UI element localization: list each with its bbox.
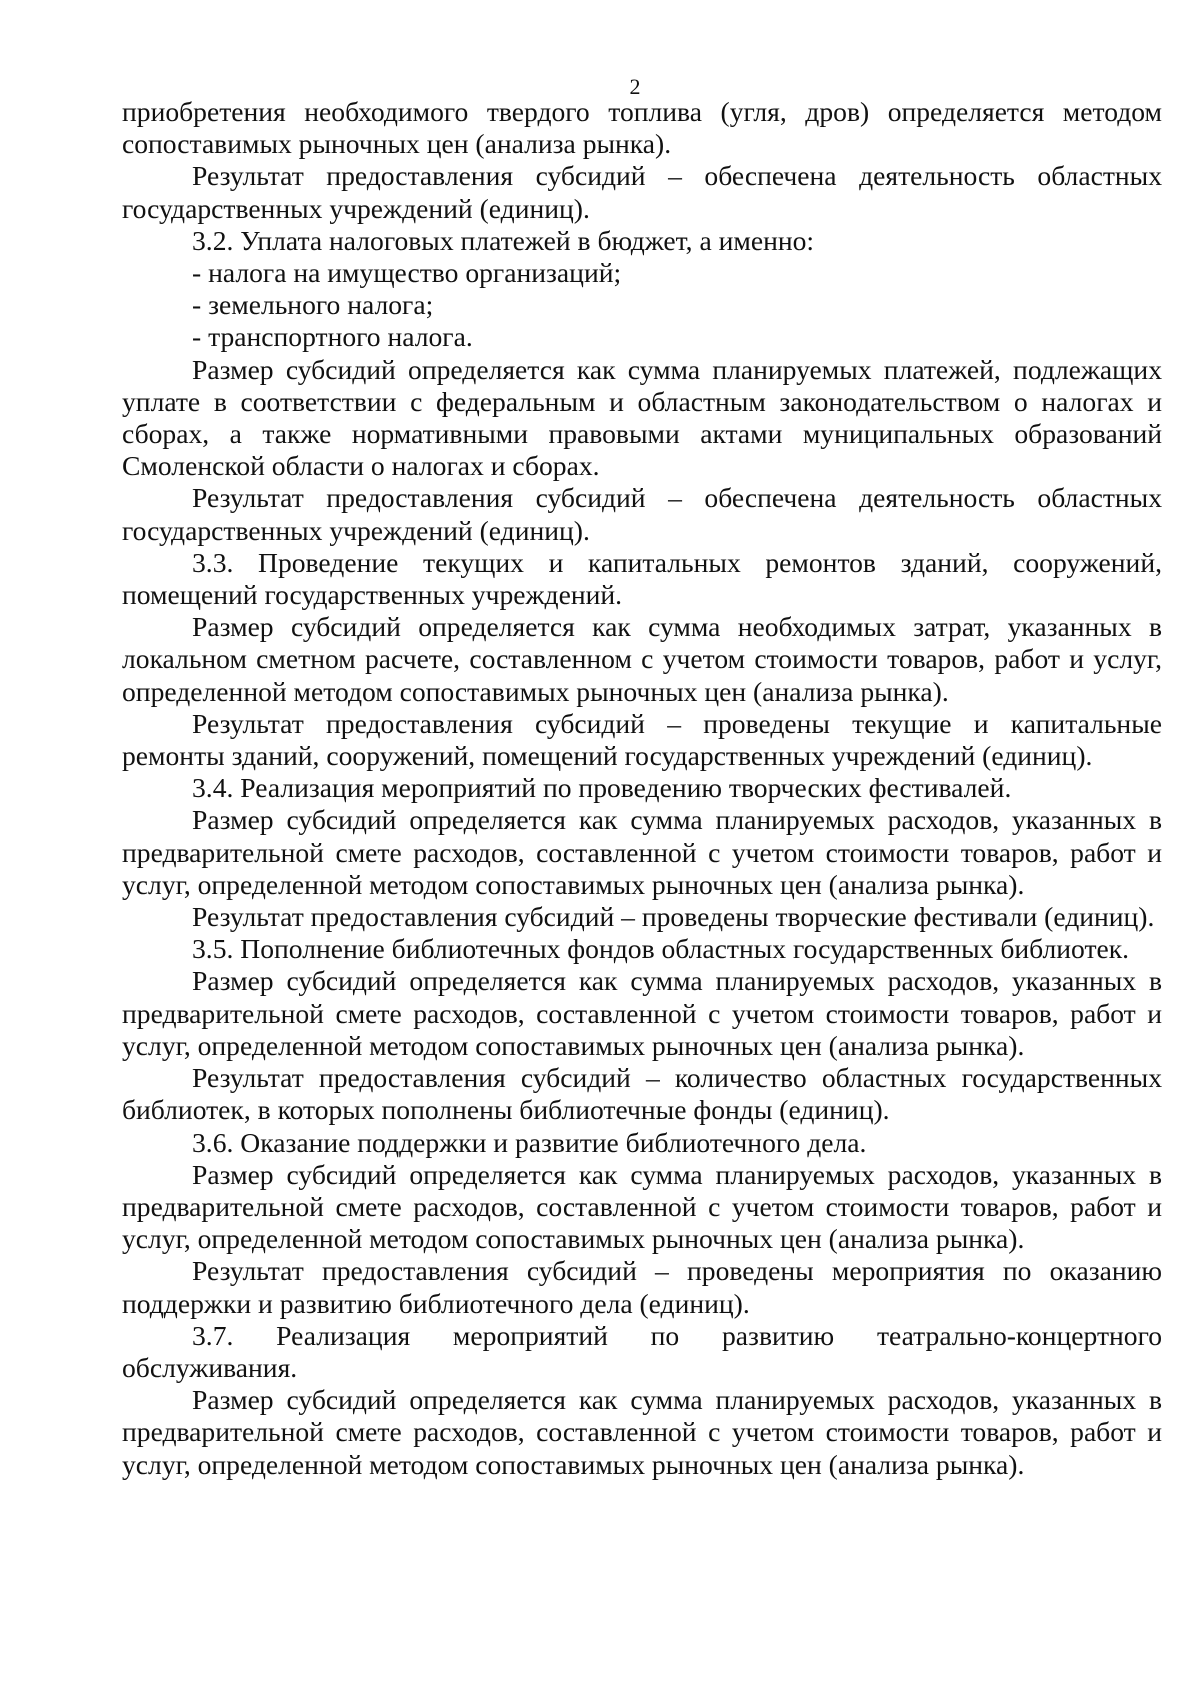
paragraph-3-7-theatre-concert: 3.7. Реализация мероприятий по развитию театрально-концертного обслуживания. [122,1319,1162,1383]
paragraph-tax-subsidy-size: Размер субсидий определяется как сумма планируемых платежей, подлежащих уплате в соответствии с федеральным и областным законодательством о налогах и сборах, а также нормативными правовыми актами муниципальных образований Смоленской области о налогах и сборах. [122,353,1162,482]
paragraph-theatre-concert-subsidy-size: Размер субсидий определяется как сумма планируемых расходов, указанных в предварительной смете расходов, составленной с учетом стоимости товаров, работ и услуг, определенной методом сопоставимых рыночных цен (анализа рынка). [122,1384,1162,1480]
paragraph-result-festivals: Результат предоставления субсидий – проведены творческие фестивали (единиц). [192,901,1155,933]
paragraph-library-support-subsidy-size: Размер субсидий определяется как сумма планируемых расходов, указанных в предварительной смете расходов, составленной с учетом стоимости товаров, работ и услуг, определенной методом сопоставимых рыночных цен (анализа рынка). [122,1158,1162,1255]
paragraph-result-library-funds: Результат предоставления субсидий – количество областных государственных библиотек, в которых пополнены библиотечные фонды (единиц). [122,1062,1162,1126]
paragraph-3-5-library-funds: 3.5. Пополнение библиотечных фондов областных государственных библиотек. [192,933,1130,965]
page-number: 2 [629,74,641,99]
paragraph-3-3-repairs: 3.3. Проведение текущих и капитальных ремонтов зданий, сооружений, помещений государственных учреждений. [122,546,1162,611]
list-item-property-tax: - налога на имущество организаций; [192,257,622,289]
list-item-transport-tax: - транспортного налога. [192,321,473,353]
paragraph-repairs-subsidy-size: Размер субсидий определяется как сумма необходимых затрат, указанных в локальном сметном расчете, составленном с учетом стоимости товаров, работ и услуг, определенной методом сопоставимых рыночных цен (анализа рынка). [122,611,1162,707]
paragraph-result-activity: Результат предоставления субсидий – обеспечена деятельность областных государственных учреждений (единиц). [122,160,1162,224]
paragraph-fuel-method-continuation: приобретения необходимого твердого топлива (угля, дров) определяется методом сопоставимых рыночных цен (анализа рынка). [122,96,1162,160]
paragraph-festivals-subsidy-size: Размер субсидий определяется как сумма планируемых расходов, указанных в предварительной смете расходов, составленной с учетом стоимости товаров, работ и услуг, определенной методом сопоставимых рыночных цен (анализа рынка). [122,804,1162,900]
paragraph-result-repairs: Результат предоставления субсидий – проведены текущие и капитальные ремонты зданий, сооружений, помещений государственных учреждений (единиц). [122,707,1162,772]
list-item-land-tax: - земельного налога; [192,289,434,321]
document-body [122,96,1162,1481]
paragraph-result-library-support: Результат предоставления субсидий – проведены мероприятия по оказанию поддержки и развитию библиотечного дела (единиц). [122,1255,1162,1319]
paragraph-library-funds-subsidy-size: Размер субсидий определяется как сумма планируемых расходов, указанных в предварительной смете расходов, составленной с учетом стоимости товаров, работ и услуг, определенной методом сопоставимых рыночных цен (анализа рынка). [122,965,1162,1061]
paragraph-3-2-tax-payments: 3.2. Уплата налоговых платежей в бюджет, а именно: [192,224,815,256]
paragraph-3-6-library-support: 3.6. Оказание поддержки и развитие библиотечного дела. [192,1126,867,1158]
paragraph-3-4-festivals: 3.4. Реализация мероприятий по проведению творческих фестивалей. [192,772,1012,804]
paragraph-result-activity-2: Результат предоставления субсидий – обеспечена деятельность областных государственных учреждений (единиц). [122,482,1162,546]
